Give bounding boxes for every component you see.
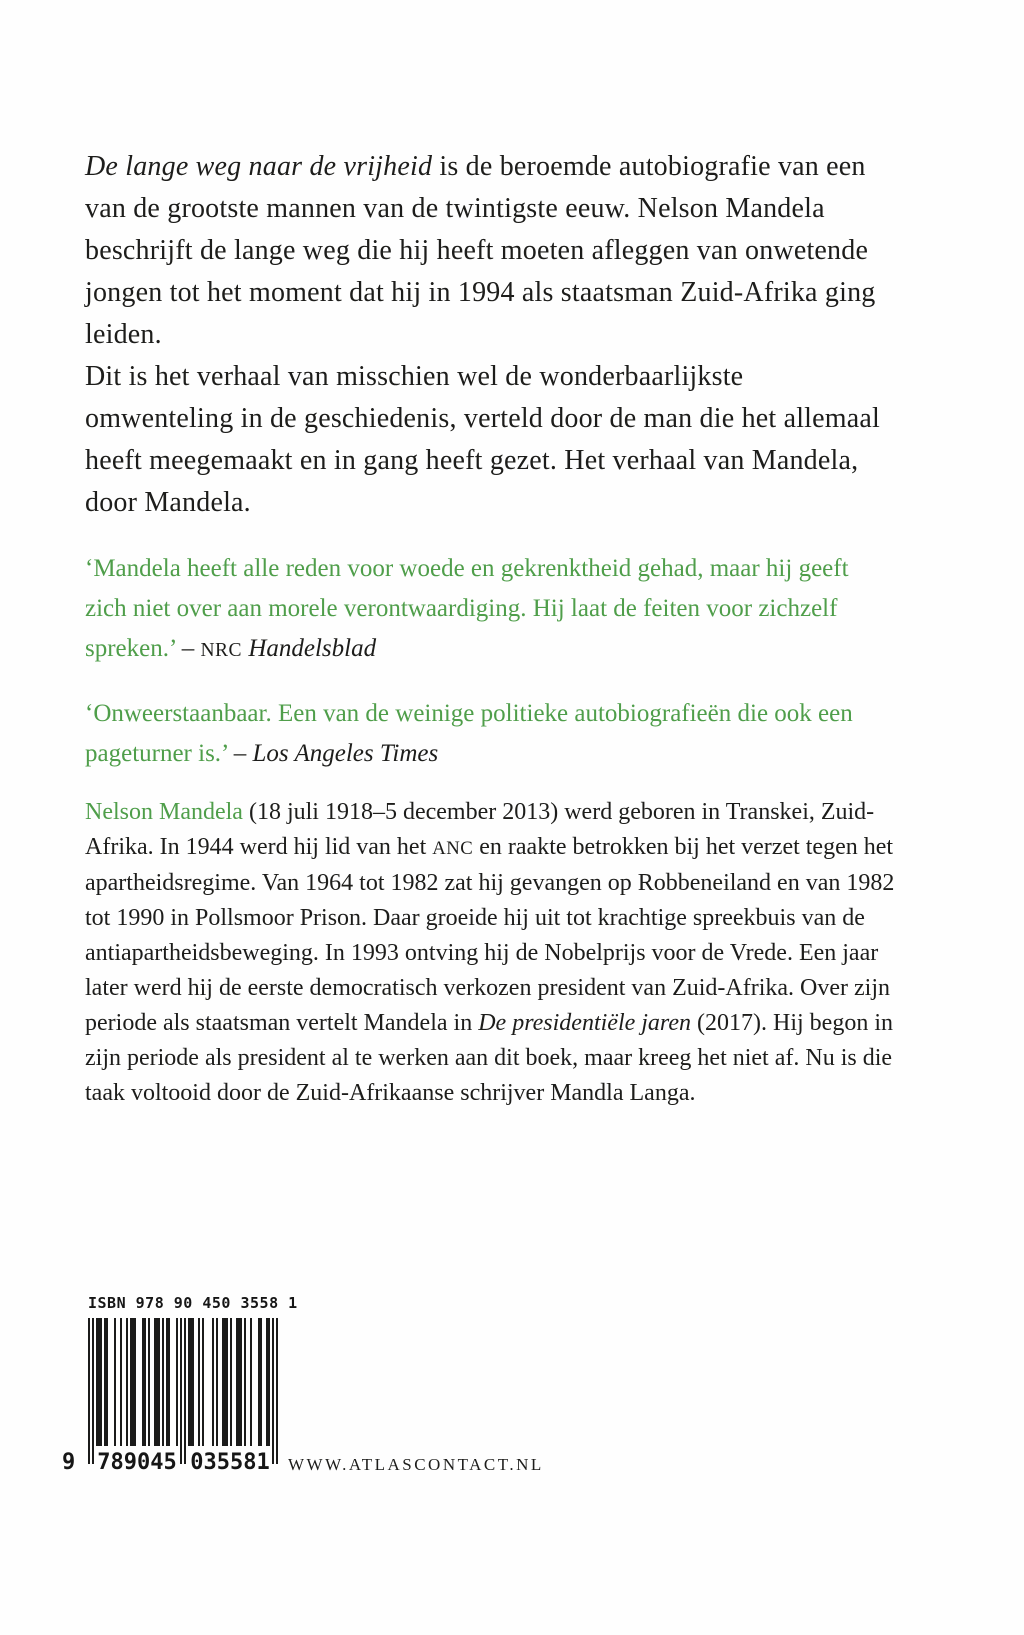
press-quote-nrc-text: ‘Mandela heeft alle reden voor woede en gekrenktheid gehad, maar hij geeft zich niet over aan morele verontwaardiging. Hij laat de feiten voor zichzelf spreken.’ [85, 555, 849, 662]
press-quote-latimes-dash: – [233, 740, 247, 767]
press-quote-nrc [85, 549, 885, 671]
book-title-presidentiele-jaren: De presidentiële jaren [478, 1010, 692, 1036]
press-quote-nrc-dash: – [181, 635, 195, 662]
barcode-digits-right: 035581 [190, 1450, 270, 1475]
author-bio-seg2: en raakte betrokken bij het verzet tegen het apartheidsregime. Van 1964 tot 1982 zat hij gevangen op Robbeneiland en van 1982 tot 1990 in Pollsmoor Prison. Daar groeide hij uit tot krachtige spreekbuis van de antiapartheidsbeweging. In 1993 ontving hij de Nobelprijs voor de Vrede. Een jaar later werd hij de eerste democratisch verkozen president van Zuid-Afrika. Over zijn periode als staatsman vertelt Mandela in [85, 834, 895, 1036]
press-quote-latimes [85, 694, 885, 774]
description-block [85, 146, 890, 524]
barcode-block [62, 1294, 298, 1475]
description-paragraph-2: Dit is het verhaal van misschien wel de wonderbaarlijkste omwenteling in de geschiedenis, verteld door de man die het allemaal heeft meegemaakt en in gang heeft gezet. Het verhaal van Mandela, door Mandela. [85, 361, 881, 518]
barcode-digits-left: 789045 [97, 1450, 177, 1475]
barcode-digits [62, 1450, 278, 1476]
author-bio-seg3: (2017). Hij begon in zijn periode als president al te werken aan dit boek, maar kreeg het niet af. Nu is die taak voltooid door de Zuid-Afrikaanse schrijver Mandla Langa. [85, 1010, 894, 1106]
press-quote-latimes-source: Los Angeles Times [252, 740, 439, 767]
description-paragraph-1 [85, 146, 890, 356]
author-name: Nelson Mandela [85, 799, 243, 825]
description-paragraph-1-text: is de beroemde autobiografie van een van de grootste mannen van de twintigste eeuw. Nelson Mandela beschrijft de lange weg die hij heeft moeten afleggen van onwetende jongen tot het moment dat hij in 1994 als staatsman Zuid-Afrika ging leiden. [85, 151, 876, 350]
book-title: De lange weg naar de vrijheid [85, 151, 433, 182]
press-quote-nrc-source: Handelsblad [248, 635, 377, 662]
barcode-digit-first: 9 [62, 1450, 76, 1475]
publisher-website-url: WWW.ATLASCONTACT.NL [288, 1455, 544, 1474]
author-bio-seg1: (18 juli 1918–5 december 2013) werd geboren in Transkei, Zuid-Afrika. In 1944 werd hij lid van het [85, 799, 875, 860]
author-bio-paragraph [85, 795, 900, 1111]
anc-abbreviation: ANC [432, 838, 474, 859]
isbn-label: ISBN 978 90 450 3558 1 [88, 1294, 298, 1312]
press-quote-nrc-source-abbr: NRC [200, 640, 243, 661]
barcode [88, 1318, 278, 1464]
press-quote-latimes-text: ‘Onweerstaanbaar. Een van de weinige politieke autobiografieën die ook een pageturner is.’ [85, 700, 853, 767]
